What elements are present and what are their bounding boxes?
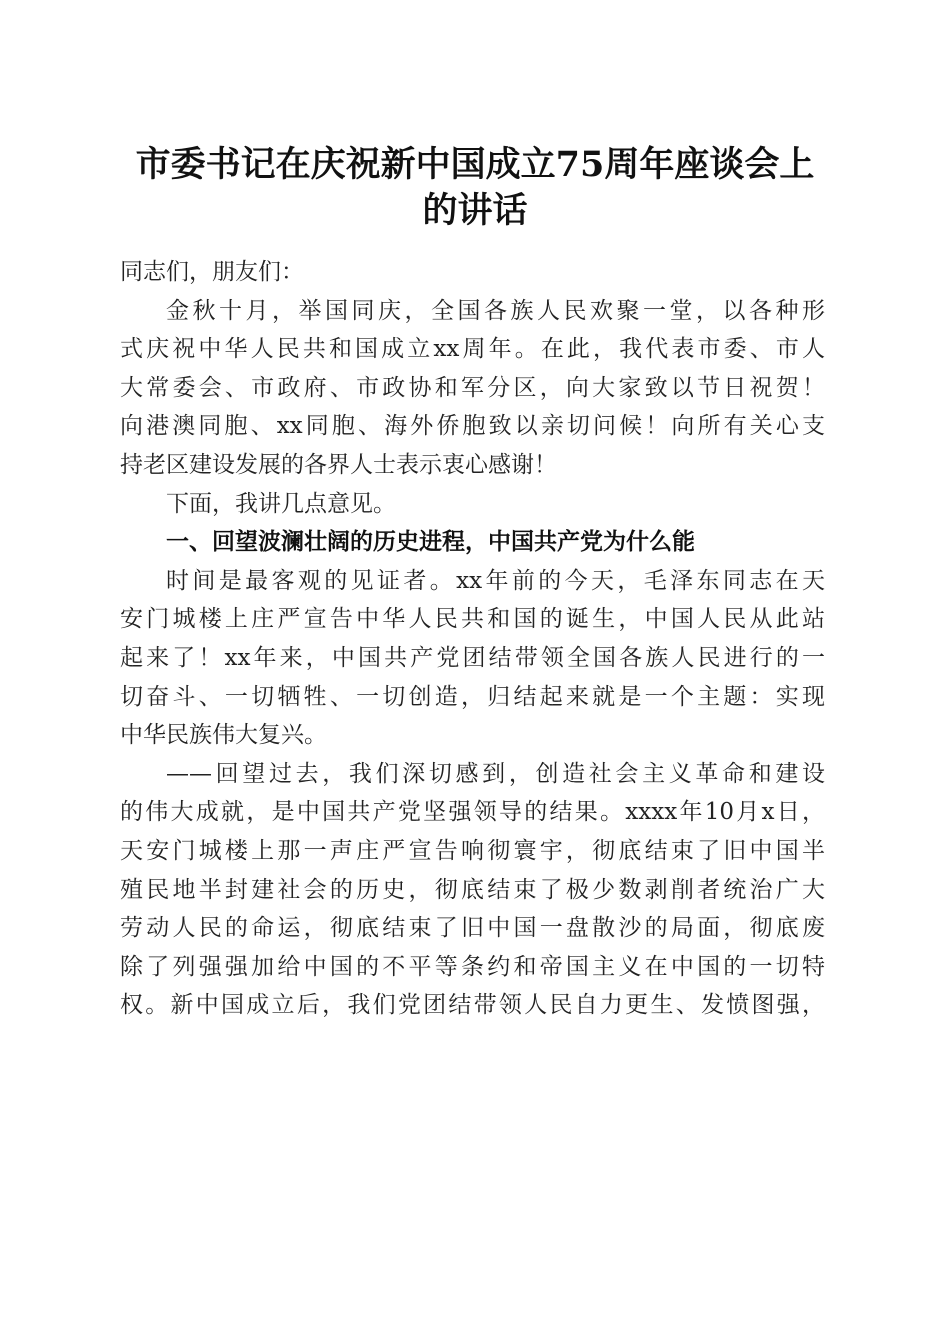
salutation: 同志们，朋友们： bbox=[120, 259, 304, 285]
paragraph-3-line: 中华民族伟大复兴。 bbox=[120, 722, 327, 749]
paragraph-3-line: 安门城楼上庄严宣告中华人民共和国的诞生，中国人民从此站 bbox=[120, 606, 825, 633]
paragraph-4-line: 除了列强强加给中国的不平等条约和帝国主义在中国的一切特 bbox=[120, 953, 825, 980]
paragraph-4-line: ——回望过去，我们深切感到，创造社会主义革命和建设 bbox=[166, 760, 825, 787]
paragraph-4-line: 权。新中国成立后，我们党团结带领人民自力更生、发愤图强， bbox=[120, 992, 825, 1019]
paragraph-3-line: 起来了！xx年来，中国共产党团结带领全国各族人民进行的一 bbox=[120, 644, 825, 671]
paragraph-4-line: 天安门城楼上那一声庄严宣告响彻寰宇，彻底结束了旧中国半 bbox=[120, 837, 825, 864]
paragraph-2: 下面，我讲几点意见。 bbox=[166, 490, 396, 517]
title-line-1: 市委书记在庆祝新中国成立75周年座谈会上 bbox=[135, 144, 815, 185]
document-body bbox=[120, 253, 825, 1025]
paragraph-1-line: 金秋十月，举国同庆，全国各族人民欢聚一堂，以各种形 bbox=[166, 297, 825, 324]
paragraph-1-line: 式庆祝中华人民共和国成立xx周年。在此，我代表市委、市人 bbox=[120, 336, 825, 363]
paragraph-1-line: 持老区建设发展的各界人士表示衷心感谢！ bbox=[120, 451, 557, 478]
paragraph-3-line: 时间是最客观的见证者。xx年前的今天，毛泽东同志在天 bbox=[166, 567, 825, 594]
paragraph-1-line: 向港澳同胞、xx同胞、海外侨胞致以亲切问候！向所有关心支 bbox=[120, 413, 825, 440]
paragraph-1 bbox=[120, 292, 825, 485]
paragraph-4-line: 殖民地半封建社会的历史，彻底结束了极少数剥削者统治广大 bbox=[120, 876, 825, 903]
paragraph-3-line: 切奋斗、一切牺牲、一切创造，归结起来就是一个主题：实现 bbox=[120, 683, 825, 710]
document-title bbox=[110, 142, 840, 234]
paragraph-4 bbox=[120, 755, 825, 1025]
paragraph-1-line: 大常委会、市政府、市政协和军分区，向大家致以节日祝贺！ bbox=[120, 374, 825, 401]
paragraph-4-line: 劳动人民的命运，彻底结束了旧中国一盘散沙的局面，彻底废 bbox=[120, 915, 825, 942]
paragraph-4-line: 的伟大成就，是中国共产党坚强领导的结果。xxxx年10月x日， bbox=[120, 799, 825, 826]
title-line-2: 的讲话 bbox=[422, 190, 528, 231]
section-heading-1: 一、回望波澜壮阔的历史进程，中国共产党为什么能 bbox=[166, 529, 695, 556]
paragraph-3 bbox=[120, 562, 825, 755]
